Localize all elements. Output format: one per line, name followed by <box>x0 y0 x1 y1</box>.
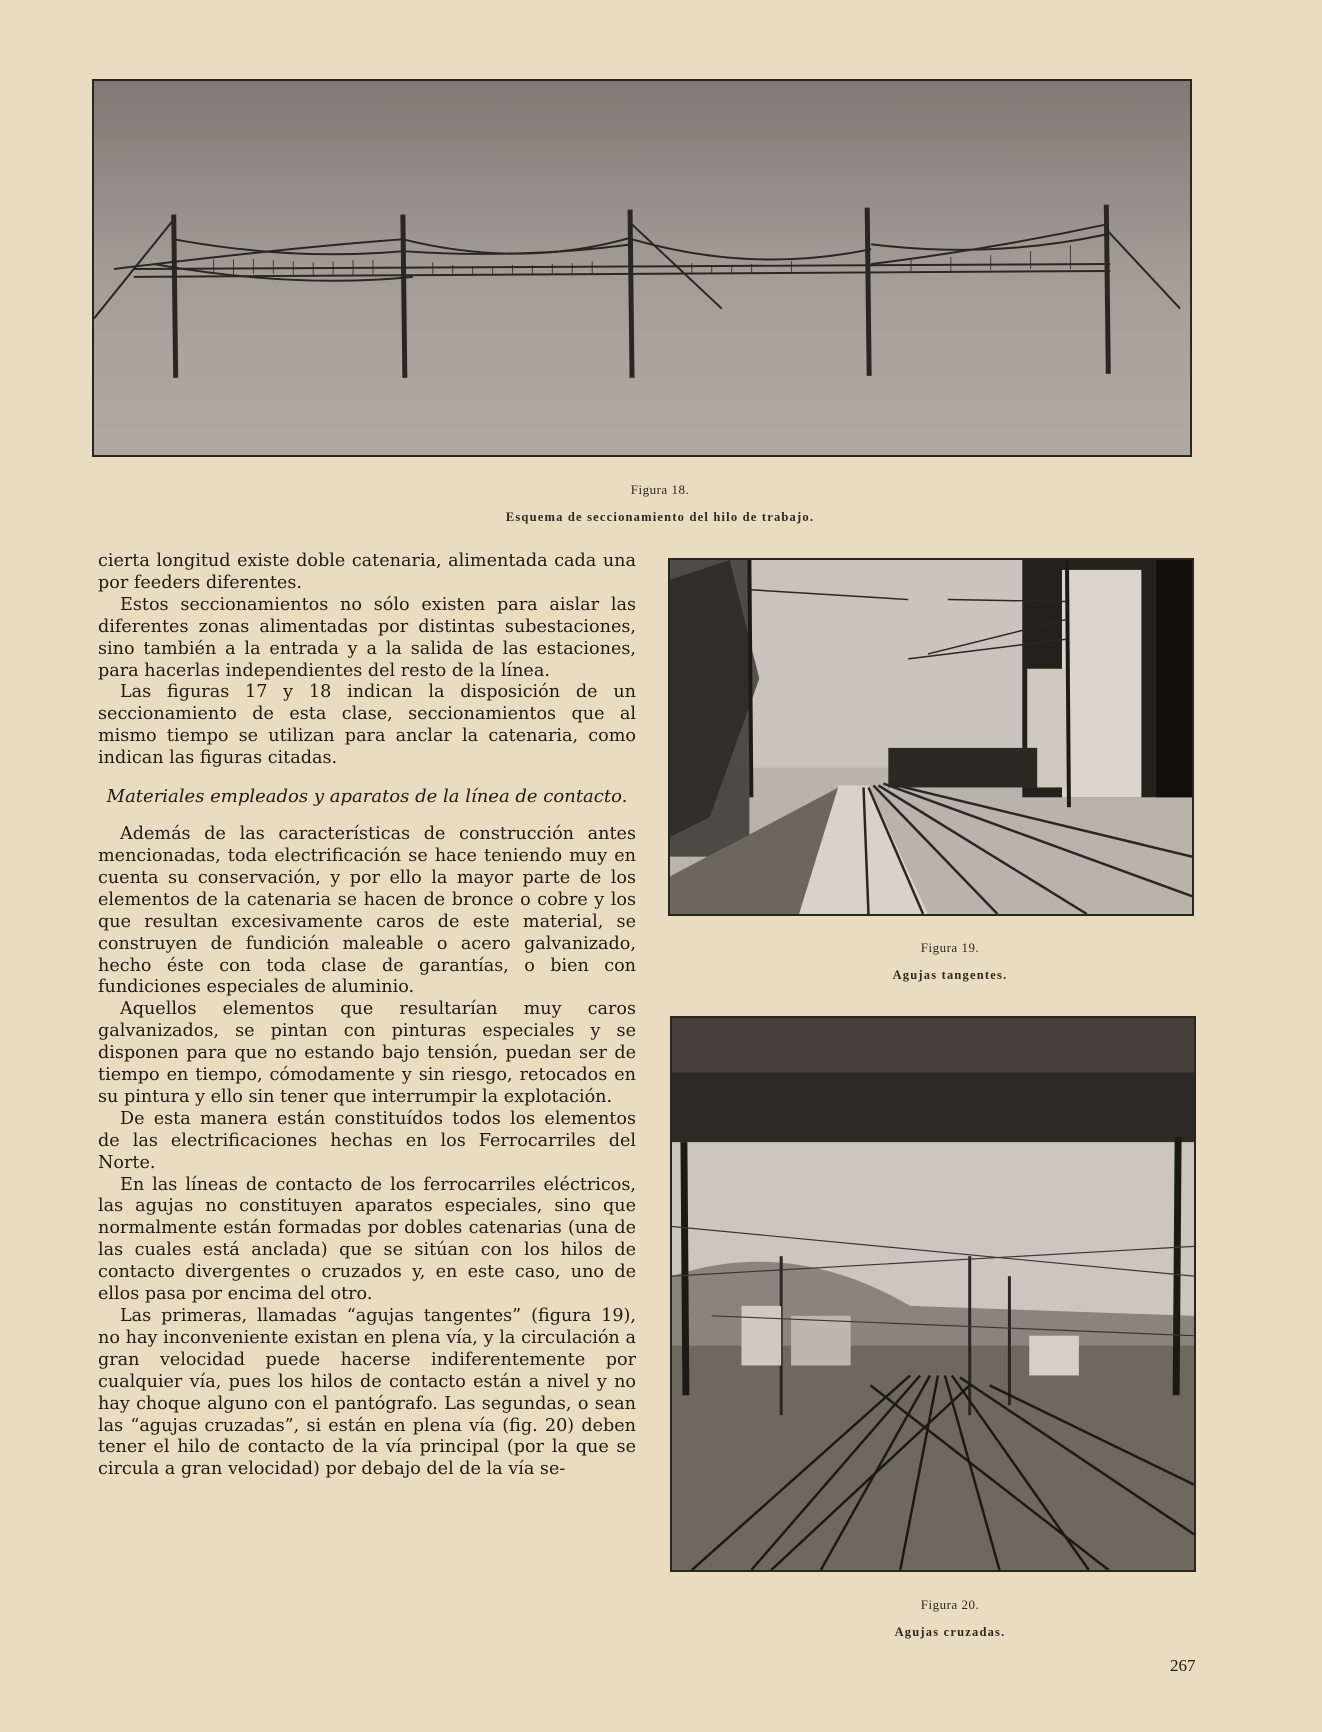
figure-20-photo <box>670 1016 1196 1572</box>
figure-20-caption <box>820 1597 1080 1640</box>
section-heading: Materiales empleados y aparatos de la línea de contacto. <box>106 786 628 808</box>
paragraph: De esta manera están constituídos todos los elementos de las electrificaciones hechas en los Ferrocarriles del Norte. <box>98 1108 636 1173</box>
paragraph: Aquellos elementos que resultarían muy caros galvanizados, se pintan con pinturas especiales y se disponen para que no estando bajo tensión, puedan ser de tiempo en tiempo, cómodamente y sin riesgo, retocados en su pintura y ello sin tener que interrumpir la explotación. <box>98 999 636 1107</box>
paragraph: cierta longitud existe doble catenaria, alimentada cada una por feeders diferentes. <box>98 551 636 593</box>
figure-18-photo <box>92 79 1192 457</box>
paragraph: Las figuras 17 y 18 indican la disposición de un seccionamiento de esta clase, seccionamientos que al mismo tiempo se utilizan para anclar la catenaria, como indican las figuras citadas. <box>98 682 636 769</box>
figure-19-caption <box>820 940 1080 983</box>
paragraph: En las líneas de contacto de los ferrocarriles eléctricos, las agujas no constituyen aparatos especiales, sino que normalmente están formadas por dobles catenarias (una de las cuales está anclada) que se sitúan con los hilos de contacto divergentes o cruzados y, en este caso, uno de ellos pasa por encima del otro. <box>98 1174 636 1305</box>
figure-19-photo <box>668 558 1194 916</box>
paragraph: Estos seccionamientos no sólo existen para aislar las diferentes zonas alimentadas por distintas subestaciones, sino también a la entrada y a la salida de las estaciones, para hacerlas independientes del resto de la línea. <box>98 594 636 681</box>
figure-20-title: Agujas cruzadas. <box>894 1625 1006 1639</box>
figure-18-title: Esquema de seccionamiento del hilo de trabajo. <box>505 510 815 524</box>
figure-18-number: Figura 18. <box>630 482 690 497</box>
paragraph: Las primeras, llamadas “agujas tangentes” (figura 19), no hay inconveniente existan en plena vía, y la circulación a gran velocidad puede hacerse indiferentemente por cualquier vía, pues los hilos de contacto están a nivel y no hay choque alguno con el pantógrafo. Las segundas, o sean las “agujas cruzadas”, si están en plena vía (fig. 20) deben tener el hilo de contacto de la vía principal (por la que se circula a gran velocidad) por debajo del de la vía se- <box>98 1306 636 1480</box>
paragraph: Además de las características de construcción antes mencionadas, toda electrificación se hace teniendo muy en cuenta su conservación, y por ello la mayor parte de los elementos de la catenaria se hacen de bronce o cobre y los que resultan excesivamente caros de este material, se construyen de fundición maleable o acero galvanizado, hecho éste con toda clase de garantías, o bien con fundiciones especiales de aluminio. <box>98 824 636 998</box>
page-number: 267 <box>1170 1656 1196 1675</box>
figure-20-number: Figura 20. <box>920 1597 980 1612</box>
figure-19-number: Figura 19. <box>920 940 980 955</box>
body-text-column <box>98 551 636 1481</box>
figure-18-caption <box>400 482 920 525</box>
figure-19-title: Agujas tangentes. <box>892 968 1008 982</box>
